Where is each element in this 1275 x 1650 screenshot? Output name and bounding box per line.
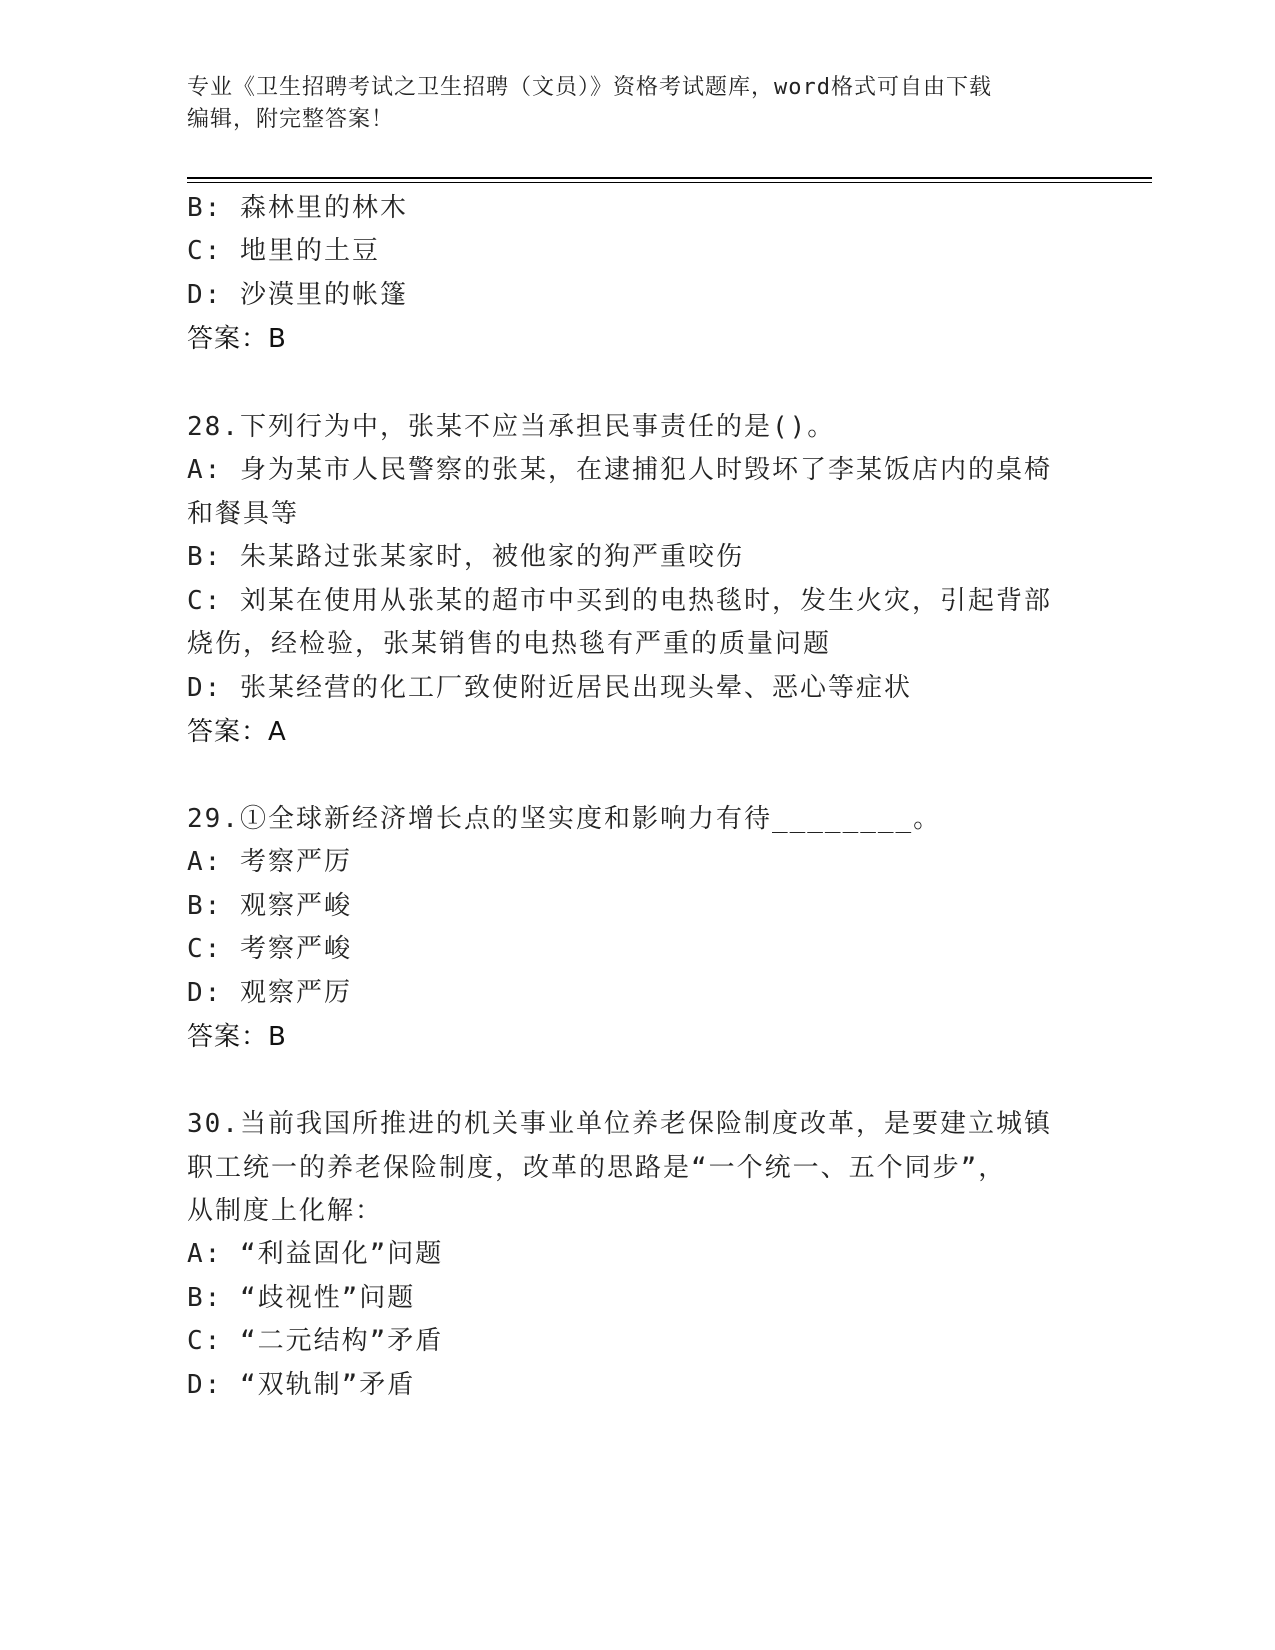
q30-option-b: B: “歧视性”问题 bbox=[187, 1283, 416, 1313]
q29-question: 29.①全球新经济增长点的坚实度和影响力有待________。 bbox=[187, 804, 942, 834]
q28-option-d: D: 张某经营的化工厂致使附近居民出现头晕、恶心等症状 bbox=[187, 673, 912, 703]
q28-option-b: B: 朱某路过张某家时，被他家的狗严重咬伤 bbox=[187, 542, 744, 572]
q30-question-line-3: 从制度上化解： bbox=[187, 1196, 384, 1226]
q28-option-a-line-1: A: 身为某市人民警察的张某，在逮捕犯人时毁坏了李某饭店内的桌椅 bbox=[187, 455, 1052, 485]
q27-option-d: D: 沙漠里的帐篷 bbox=[187, 280, 408, 310]
q28-option-c-line-1: C: 刘某在使用从张某的超市中买到的电热毯时，发生火灾，引起背部 bbox=[187, 586, 1052, 616]
q29-option-c: C: 考察严峻 bbox=[187, 934, 352, 964]
header-divider-thick bbox=[187, 177, 1152, 179]
header-line-1: 专业《卫生招聘考试之卫生招聘（文员）》资格考试题库，word格式可自由下载 bbox=[187, 75, 992, 100]
q30-option-a: A: “利益固化”问题 bbox=[187, 1239, 444, 1269]
header-divider-thin bbox=[187, 182, 1152, 183]
q27-option-c: C: 地里的土豆 bbox=[187, 236, 380, 266]
header-line-2: 编辑，附完整答案！ bbox=[187, 107, 395, 132]
q28-option-a-line-2: 和餐具等 bbox=[187, 499, 300, 529]
q29-option-a: A: 考察严厉 bbox=[187, 847, 352, 877]
q28-option-c-line-2: 烧伤，经检验，张某销售的电热毯有严重的质量问题 bbox=[187, 629, 832, 659]
q28-question: 28.下列行为中，张某不应当承担民事责任的是()。 bbox=[187, 412, 836, 442]
q30-question-line-2: 职工统一的养老保险制度，改革的思路是“一个统一、五个同步”， bbox=[187, 1153, 1007, 1183]
q27-option-b: B: 森林里的林木 bbox=[187, 193, 408, 223]
q30-option-d: D: “双轨制”矛盾 bbox=[187, 1370, 416, 1400]
q29-answer: 答案：B bbox=[187, 1022, 287, 1052]
q30-question-line-1: 30.当前我国所推进的机关事业单位养老保险制度改革，是要建立城镇 bbox=[187, 1109, 1052, 1139]
q28-answer: 答案：A bbox=[187, 717, 287, 747]
q29-option-d: D: 观察严厉 bbox=[187, 978, 352, 1008]
q29-option-b: B: 观察严峻 bbox=[187, 891, 352, 921]
q27-answer: 答案：B bbox=[187, 324, 287, 354]
q30-option-c: C: “二元结构”矛盾 bbox=[187, 1326, 444, 1356]
document-header bbox=[187, 72, 1067, 136]
